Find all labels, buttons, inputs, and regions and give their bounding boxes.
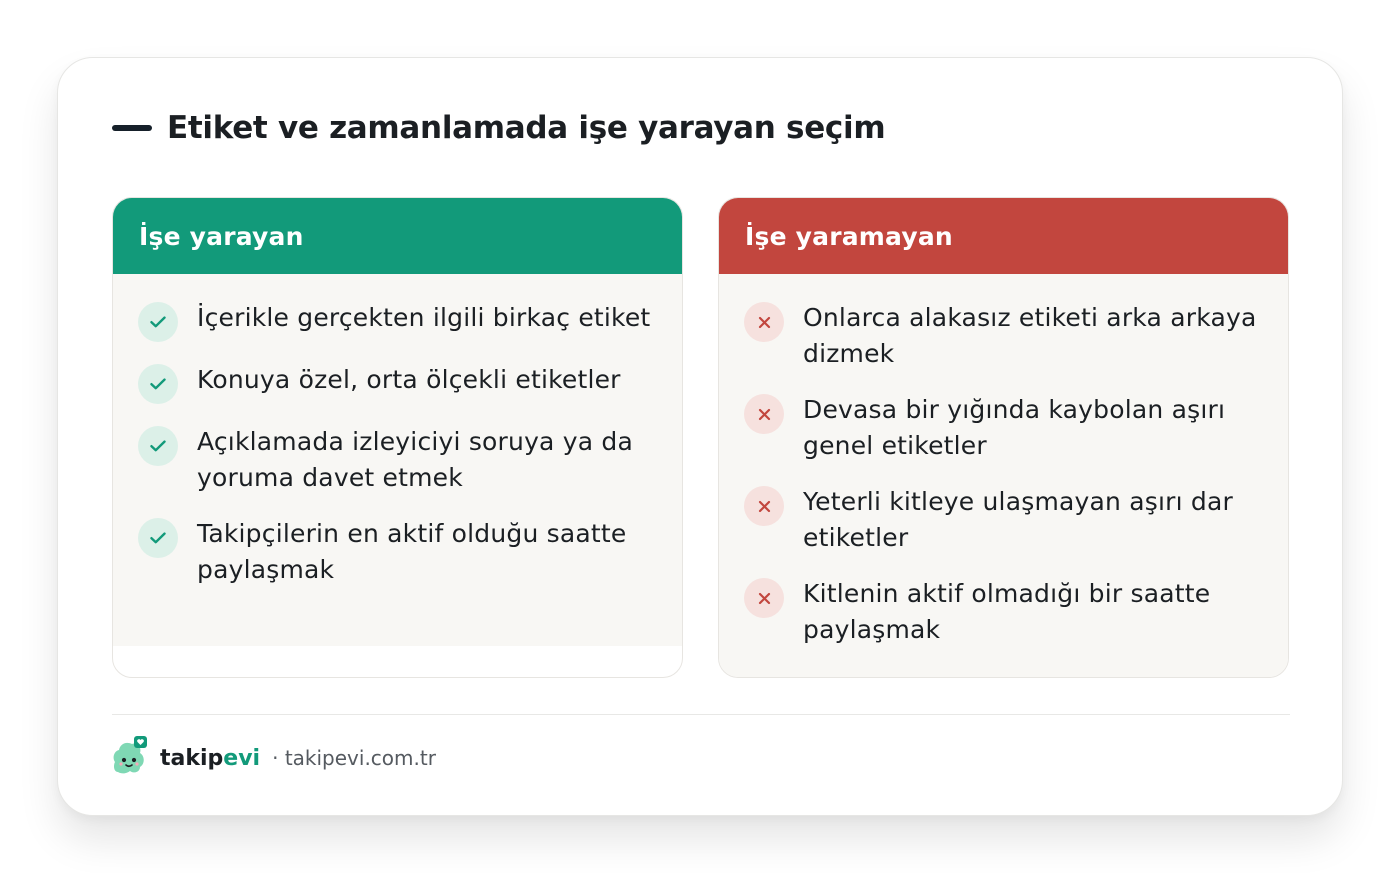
cross-icon: [744, 578, 784, 618]
site-url: · takipevi.com.tr: [272, 746, 436, 770]
list-item-text: Konuya özel, orta ölçekli etiketler: [197, 365, 621, 394]
list-item: [138, 300, 662, 342]
works-list: [113, 274, 682, 646]
list-item-text: Devasa bir yığında kaybolan aşırı genel etiketler: [803, 395, 1226, 460]
does-not-work-panel: [718, 197, 1289, 678]
check-icon: [138, 302, 178, 342]
content-card: [57, 57, 1343, 816]
list-item: [744, 484, 1268, 556]
page-title: Etiket ve zamanlamada işe yarayan seçim: [167, 110, 886, 146]
check-icon: [138, 518, 178, 558]
check-icon: [138, 426, 178, 466]
brand-name-main: takip: [160, 745, 224, 771]
works-panel: [112, 197, 683, 678]
list-item-text: Kitlenin aktif olmadığı bir saatte paylaşmak: [803, 579, 1211, 644]
list-item-text: Yeterli kitleye ulaşmayan aşırı dar etiketler: [803, 487, 1233, 552]
title-dash: [112, 125, 152, 131]
does-not-work-list: [719, 274, 1288, 678]
list-item-text: İçerikle gerçekten ilgili birkaç etiket: [197, 303, 651, 332]
list-item: [138, 362, 662, 404]
mascot-logo-icon: [110, 736, 148, 780]
list-item: [744, 300, 1268, 372]
list-item-text: Takipçilerin en aktif olduğu saatte paylaşmak: [197, 519, 627, 584]
list-item: [138, 424, 662, 496]
title-row: [112, 108, 885, 148]
list-item: [744, 576, 1268, 648]
brand-name-accent: evi: [223, 745, 261, 771]
footer: [110, 736, 436, 780]
check-icon: [138, 364, 178, 404]
cross-icon: [744, 394, 784, 434]
works-panel-heading: İşe yarayan: [113, 198, 682, 274]
does-not-work-panel-heading: İşe yaramayan: [719, 198, 1288, 274]
list-item-text: Onlarca alakasız etiketi arka arkaya dizmek: [803, 303, 1257, 368]
list-item-text: Açıklamada izleyiciyi soruya ya da yoruma davet etmek: [197, 427, 633, 492]
list-item: [744, 392, 1268, 464]
cross-icon: [744, 486, 784, 526]
footer-divider: [112, 714, 1290, 715]
brand-name: [160, 746, 260, 771]
cross-icon: [744, 302, 784, 342]
list-item: [138, 516, 662, 588]
